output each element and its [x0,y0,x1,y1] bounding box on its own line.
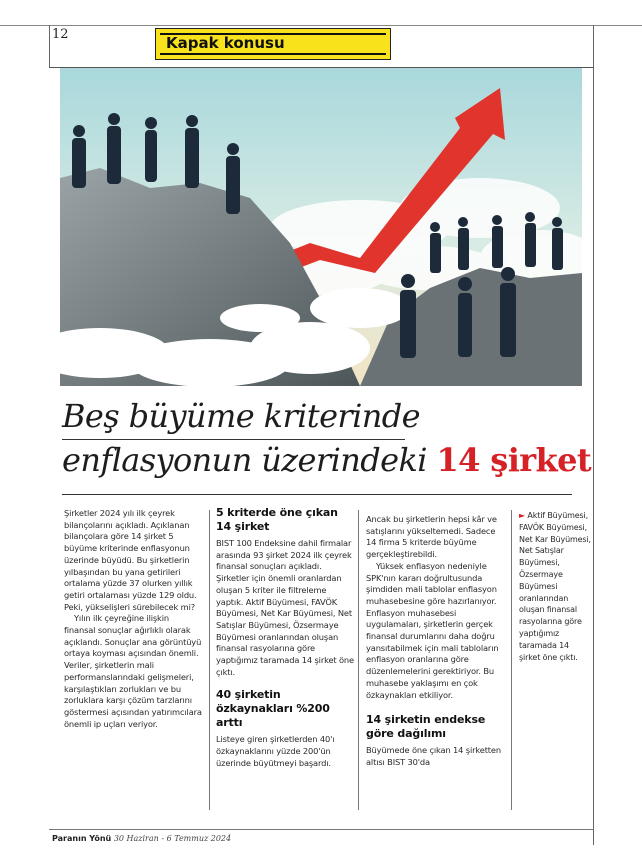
body-paragraph: Yılın ilk çeyreğine ilişkin finansal sonuçlar ağırlıklı olarak açıklandı. Sonuçlar ana görüntüyü ortaya koyması açısından önemli. Veriler, şirketlerin mali performanslarındaki gelişmeleri, karşılaştıkları zorlukları ve bu zorluklara karşı çözüm tarzlarını göstermesi açısından yatırımcılara önemli ip uçları veriyor. [64,613,202,729]
headline [62,394,592,482]
sidebar-pullquote [519,510,591,663]
article-column-2 [216,506,354,770]
page-number-divider [49,25,50,68]
body-paragraph: BIST 100 Endeksine dahil firmalar arasında 93 şirket 2024 ilk çeyrek finansal sonuçları açıkladı. Şirketler için önemli oranlardan oluşan 5 kriter ile filtreleme yaptık. Aktif Büyümesi, FAVÖK Büyümesi, Net Kar Büyümesi, Net Satışlar Büyümesi, Özsermaye Büyümesi oranlarından oluşan finansal rasyolarına göre yaptığımız taramada 14 şirket öne çıktı. [216,538,354,677]
headline-line-2 [62,438,592,482]
article-column-3 [366,514,506,769]
headline-line-2-text: enflasyonun üzerindeki [62,441,437,479]
column-divider [209,510,210,810]
body-paragraph: Listeye giren şirketlerden 40'ı özkaynaklarını yüzde 200'ün üzerinde büyütmeyi başardı. [216,734,335,768]
hero-illustration-svg [60,68,582,386]
right-margin-rule [593,25,594,845]
body-paragraph: Ancak bu şirketlerin hepsi kâr ve satışlarını yükseltemedi. Sadece 14 firma 5 kriterde büyüme gerçekleştirebildi. [366,514,497,560]
section-tag-label: Kapak konusu [166,34,285,52]
article-column-1 [64,508,202,730]
top-frame [0,0,642,26]
pullquote-text: Aktif Büyümesi, FAVÖK Büyümesi, Net Kar Büyümesi, Net Satışlar Büyümesi, Özsermaye Büyümesi oranlarından oluşan finansal rasyolarına göre yaptığımız taramada 14 şirket öne çıktı. [519,511,591,662]
headline-underline-1 [62,439,405,440]
page-number: 12 [52,27,69,42]
headline-accent: 14 şirket [436,441,592,479]
footer-rule [49,829,594,830]
footer [52,834,231,843]
bullet-icon: ► [519,511,526,520]
column-divider [358,510,359,810]
body-paragraph: Yüksek enflasyon nedeniyle SPK'nın kararı doğrultusunda şimdiden mali tablolar enflasyon muhasebesine göre hazırlanıyor. Enflasyon muhasebesi uygulamaları, şirketlerin gerçek finansal durumlarını daha doğru yansıtabilmek için mali tabloların enflasyon oranlarına göre düzenlemelerini gerektiriyor. Bu muhasebe yaklaşımı en çok özkaynakları etkiliyor. [366,560,499,700]
section-tag [155,28,391,60]
headline-underline-2 [62,494,572,495]
footer-brand: Paranın Yönü [52,834,112,843]
footer-date: 30 Haziran - 6 Temmuz 2024 [113,834,232,843]
intro-paragraph: Şirketler 2024 yılı ilk çeyrek bilançolarını açıkladı. Açıklanan bilançolara göre 14 şirket 5 büyüme kriterinde enflasyonun üzerinde büyüdü. Bu şirketlerin yılbaşından bu yana getirileri ortalama yüzde 37 olurken yıllık getiri ortalaması yüzde 129 oldu. Peki, yükselişleri sürebilecek mi? [64,508,197,612]
body-paragraph: Büyümede öne çıkan 14 şirketten altısı BIST 30'da [366,745,501,767]
subheading: 40 şirketin özkaynakları %200 arttı [216,688,330,730]
column-divider [511,510,512,810]
subheading: 5 kriterde öne çıkan 14 şirket [216,506,338,533]
hero-illustration [60,68,582,386]
subheading: 14 şirketin endekse göre dağılımı [366,713,486,741]
headline-line-1: Beş büyüme kriterinde [62,397,420,435]
